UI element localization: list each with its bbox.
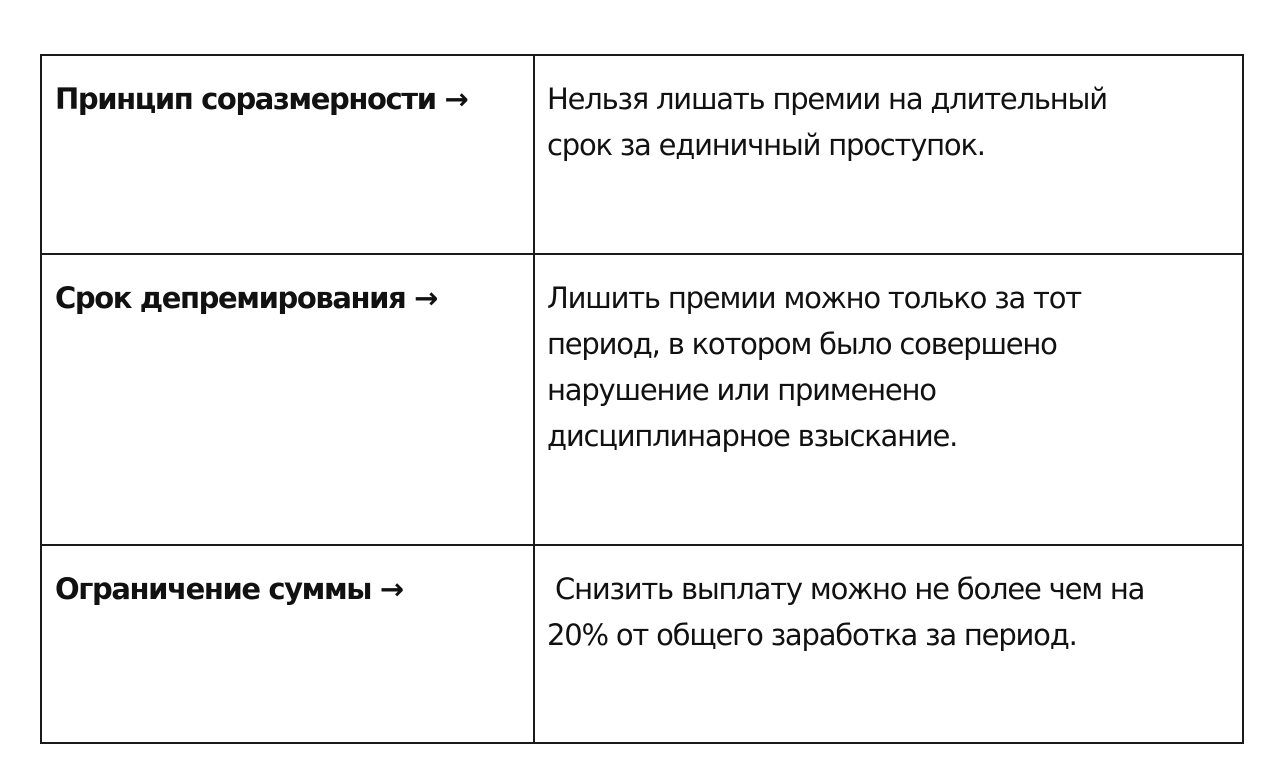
table-row [41,254,1243,545]
term-cell [41,254,534,545]
description-cell [534,545,1243,743]
description-text: Нельзя лишать премии на длительный срок за единичный проступок. [547,82,1107,162]
description-cell [534,55,1243,254]
term-cell [41,55,534,254]
description-cell [534,254,1243,545]
table-row [41,545,1243,743]
rules-table [40,54,1244,744]
term-label: Ограничение суммы → [55,572,403,606]
description-text: Снизить выплату можно не более чем на 20% от общего заработка за период. [547,572,1145,652]
term-label: Принцип соразмерности → [55,82,468,116]
term-label: Срок депремирования → [55,281,437,315]
term-cell [41,545,534,743]
table-row [41,55,1243,254]
description-text: Лишить премии можно только за тот период, в котором было совершено нарушение или применено дисциплинарное взыскание. [547,281,1081,453]
